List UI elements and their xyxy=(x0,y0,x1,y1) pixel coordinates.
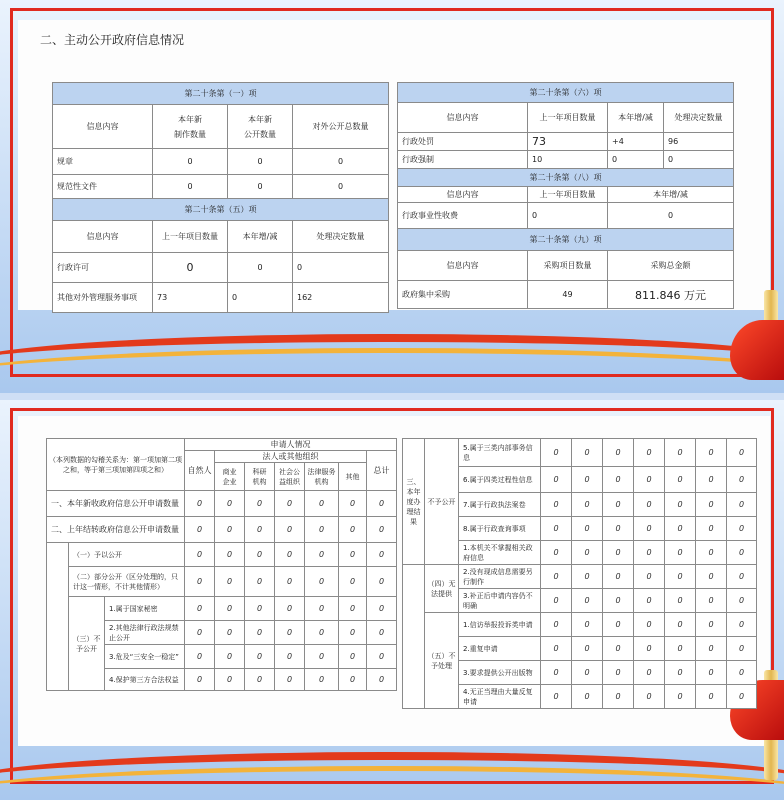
row-label: 1.本机关不掌握相关政府信息 xyxy=(459,541,541,565)
row-label: 行政处罚 xyxy=(398,133,528,151)
section1-title: 二、主动公开政府信息情况 xyxy=(40,33,185,47)
col-header: 对外公开总数量 xyxy=(293,105,389,149)
row-label: 3.要求提供公开出版物 xyxy=(459,661,541,685)
cell-value: 0 xyxy=(339,621,367,645)
table-head: 第二十条第（八）项 xyxy=(398,169,734,187)
decorative-wave xyxy=(0,740,784,800)
col-header: 上一年项目数量 xyxy=(528,103,608,133)
col-header: 处理决定数量 xyxy=(293,221,389,253)
cell-value: 0 xyxy=(367,621,397,645)
cell-value: 0 xyxy=(696,565,727,589)
cell-value: 0 xyxy=(634,685,665,709)
col-header: 本年增/减 xyxy=(228,221,293,253)
cell-value: 0 xyxy=(215,491,245,517)
cell-value: 0 xyxy=(727,685,757,709)
row-label: 行政许可 xyxy=(53,253,153,283)
cell-value: 0 xyxy=(603,517,634,541)
group-label: （五）不予处理 xyxy=(425,613,459,709)
cell-value: 0 xyxy=(634,661,665,685)
col-header: 信息内容 xyxy=(53,105,153,149)
cell-value: 0 xyxy=(727,439,757,467)
cell-value: 0 xyxy=(245,567,275,597)
cell-value: 0 xyxy=(603,439,634,467)
col-header: 科研 机构 xyxy=(245,463,275,491)
cell-value: 0 xyxy=(275,669,305,691)
cell-value: 96 xyxy=(664,133,734,151)
blank-cell xyxy=(47,543,69,691)
row-label: 1.属于国家秘密 xyxy=(105,597,185,621)
row-label: 政府集中采购 xyxy=(398,281,528,309)
cell-value: 0 xyxy=(665,439,696,467)
cell-value: 0 xyxy=(603,661,634,685)
cell-value: 0 xyxy=(696,613,727,637)
cell-value: 0 xyxy=(215,621,245,645)
col-natural: 自然人 xyxy=(185,451,215,491)
cell-value: 0 xyxy=(572,685,603,709)
cell-value: 0 xyxy=(665,517,696,541)
cell-value: 0 xyxy=(275,517,305,543)
col-header: 处理决定数量 xyxy=(664,103,734,133)
cell-value: 0 xyxy=(215,543,245,567)
col-header: 商业 企业 xyxy=(215,463,245,491)
row-label: 2.重复申请 xyxy=(459,637,541,661)
cell-value: 0 xyxy=(727,637,757,661)
cell-value: 0 xyxy=(215,567,245,597)
legal-group-header: 法人或其他组织 xyxy=(215,451,367,463)
cell-value: 0 xyxy=(228,149,293,175)
cell-value: 0 xyxy=(572,541,603,565)
group-label: 三、本年度办理结果 xyxy=(403,439,425,565)
cell-value: 0 xyxy=(696,685,727,709)
col-header: 本年新 公开数量 xyxy=(228,105,293,149)
col-header: 本年增/减 xyxy=(608,103,664,133)
row-label: 规范性文件 xyxy=(53,175,153,199)
cell-value: 0 xyxy=(696,661,727,685)
cell-value: 0 xyxy=(541,541,572,565)
cell-value: 0 xyxy=(665,467,696,493)
row-label: 二、上年结转政府信息公开申请数量 xyxy=(47,517,185,543)
cell-value: 0 xyxy=(275,567,305,597)
cell-value: 0 xyxy=(634,637,665,661)
cell-value: 0 xyxy=(572,613,603,637)
col-header: 信息内容 xyxy=(398,103,528,133)
col-header: 社会公 益组织 xyxy=(275,463,305,491)
cell-value: 0 xyxy=(727,517,757,541)
cell-value: 0 xyxy=(603,493,634,517)
col-header: 上一年项目数量 xyxy=(528,187,608,203)
cell-value: 0 xyxy=(572,493,603,517)
row-label: 规章 xyxy=(53,149,153,175)
cell-value: 0 xyxy=(185,645,215,669)
cell-value: 0 xyxy=(293,175,389,199)
cell-value: 0 xyxy=(696,541,727,565)
col-header: 采购项目数量 xyxy=(528,251,608,281)
cell-value: 0 xyxy=(305,567,339,597)
col-header: 信息内容 xyxy=(53,221,153,253)
decorative-wave xyxy=(0,320,784,390)
cell-value: 0 xyxy=(572,661,603,685)
cell-value: 0 xyxy=(339,491,367,517)
cell-value: 0 xyxy=(634,493,665,517)
cell-value: 0 xyxy=(603,467,634,493)
cell-value: 0 xyxy=(339,669,367,691)
cell-value: 0 xyxy=(245,517,275,543)
cell-value: 0 xyxy=(696,493,727,517)
cell-value: 0 xyxy=(339,517,367,543)
cell-value: 0 xyxy=(245,669,275,691)
cell-value: 0 xyxy=(245,621,275,645)
col-header: 本年增/减 xyxy=(608,187,734,203)
col-header: 信息内容 xyxy=(398,187,528,203)
cell-value: 0 xyxy=(228,175,293,199)
row-label: 6.属于四类过程性信息 xyxy=(459,467,541,493)
table-head: 第二十条第（一）项 xyxy=(53,83,389,105)
row-label: （一）予以公开 xyxy=(69,543,185,567)
cell-value: 0 xyxy=(275,621,305,645)
cell-value: 0 xyxy=(275,543,305,567)
cell-value: 10 xyxy=(528,151,608,169)
table-head: 第二十条第（六）项 xyxy=(398,83,734,103)
cell-value: 0 xyxy=(541,493,572,517)
cell-value: 0 xyxy=(727,613,757,637)
cell-value: 0 xyxy=(245,597,275,621)
group-label: 不予公开 xyxy=(425,439,459,565)
cell-value: 0 xyxy=(603,565,634,589)
cell-value: 0 xyxy=(153,175,228,199)
cell-value: 0 xyxy=(367,491,397,517)
cell-value: 0 xyxy=(528,203,608,229)
cell-value: 0 xyxy=(293,149,389,175)
group-label: （四）无法提供 xyxy=(425,565,459,613)
cell-value: 0 xyxy=(305,645,339,669)
cell-value: 0 xyxy=(634,517,665,541)
cell-value: 0 xyxy=(153,253,228,283)
row-label: 4.无正当理由大量反复申请 xyxy=(459,685,541,709)
row-label: 3.补正后申请内容仍不明确 xyxy=(459,589,541,613)
cell-value: 0 xyxy=(293,253,389,283)
cell-value: 0 xyxy=(572,589,603,613)
col-header: 上一年项目数量 xyxy=(153,221,228,253)
cell-value: 0 xyxy=(727,493,757,517)
cell-value: 0 xyxy=(305,491,339,517)
table-head: 第二十条第（五）项 xyxy=(53,199,389,221)
cell-value: 0 xyxy=(185,491,215,517)
cell-value: 0 xyxy=(608,151,664,169)
cell-value: 0 xyxy=(541,589,572,613)
col-header: 法律服务 机构 xyxy=(305,463,339,491)
cell-value: 0 xyxy=(215,517,245,543)
table-requests-left xyxy=(46,438,397,691)
cell-value: 0 xyxy=(665,637,696,661)
cell-value: 0 xyxy=(634,439,665,467)
col-total: 总计 xyxy=(367,451,397,491)
cell-value: 0 xyxy=(572,637,603,661)
blank-cell xyxy=(403,565,425,709)
cell-value: 0 xyxy=(696,439,727,467)
cell-value: 0 xyxy=(541,613,572,637)
cell-value: 0 xyxy=(665,493,696,517)
cell-value: 0 xyxy=(727,661,757,685)
row-label: 2.没有现成信息需要另行制作 xyxy=(459,565,541,589)
cell-value: 0 xyxy=(185,597,215,621)
cell-value: 0 xyxy=(367,567,397,597)
cell-value: 0 xyxy=(339,567,367,597)
cell-value: 0 xyxy=(305,669,339,691)
cell-value: 0 xyxy=(608,203,734,229)
col-header: 采购总金额 xyxy=(608,251,734,281)
cell-value: 0 xyxy=(367,645,397,669)
col-header: 其他 xyxy=(339,463,367,491)
cell-value: 0 xyxy=(228,253,293,283)
row-label: （二）部分公开（区分处理的，只计这一情形，不计其他情形） xyxy=(69,567,185,597)
cell-value: 0 xyxy=(727,565,757,589)
cell-value: 0 xyxy=(727,467,757,493)
cell-value: 0 xyxy=(185,567,215,597)
cell-value: 0 xyxy=(603,685,634,709)
row-label: 8.属于行政查询事项 xyxy=(459,517,541,541)
cell-value: 0 xyxy=(665,661,696,685)
cell-value: 0 xyxy=(665,565,696,589)
row-label: 行政事业性收费 xyxy=(398,203,528,229)
cell-value: 811.846 万元 xyxy=(608,281,734,309)
cell-value: 0 xyxy=(367,517,397,543)
cell-value: 0 xyxy=(305,517,339,543)
cell-value: 0 xyxy=(245,543,275,567)
cell-value: 0 xyxy=(245,491,275,517)
panel-requests xyxy=(0,400,784,800)
cell-value: 0 xyxy=(727,589,757,613)
cell-value: 0 xyxy=(228,283,293,313)
cell-value: 0 xyxy=(696,589,727,613)
cell-value: 162 xyxy=(293,283,389,313)
row-label: 其他对外管理服务事项 xyxy=(53,283,153,313)
cell-value: 0 xyxy=(305,621,339,645)
cell-value: 0 xyxy=(634,589,665,613)
cell-value: +4 xyxy=(608,133,664,151)
cell-value: 0 xyxy=(185,621,215,645)
cell-value: 0 xyxy=(572,467,603,493)
cell-value: 0 xyxy=(541,517,572,541)
cell-value: 0 xyxy=(245,645,275,669)
cell-value: 0 xyxy=(275,597,305,621)
cell-value: 73 xyxy=(528,133,608,151)
cell-value: 0 xyxy=(664,151,734,169)
cell-value: 0 xyxy=(603,637,634,661)
col-header: 本年新 制作数量 xyxy=(153,105,228,149)
table-head: 第二十条第（九）项 xyxy=(398,229,734,251)
cell-value: 0 xyxy=(541,661,572,685)
cell-value: 0 xyxy=(185,669,215,691)
cell-value: 0 xyxy=(367,669,397,691)
row-label: 4.保护第三方合法权益 xyxy=(105,669,185,691)
cell-value: 0 xyxy=(339,543,367,567)
cell-value: 0 xyxy=(305,597,339,621)
cell-value: 0 xyxy=(696,637,727,661)
col-header: 信息内容 xyxy=(398,251,528,281)
table-requests-right xyxy=(402,438,757,709)
cell-value: 0 xyxy=(541,637,572,661)
cell-value: 0 xyxy=(665,589,696,613)
cell-value: 0 xyxy=(634,565,665,589)
cell-value: 0 xyxy=(541,685,572,709)
cell-value: 0 xyxy=(541,439,572,467)
cell-value: 0 xyxy=(305,543,339,567)
row-label: 7.属于行政执法案卷 xyxy=(459,493,541,517)
cell-value: 0 xyxy=(275,491,305,517)
cell-value: 0 xyxy=(634,467,665,493)
row-label: 行政强制 xyxy=(398,151,528,169)
cell-value: 0 xyxy=(367,597,397,621)
cell-value: 0 xyxy=(572,517,603,541)
cell-value: 73 xyxy=(153,283,228,313)
applicant-header: 申请人情况 xyxy=(185,439,397,451)
cell-value: 0 xyxy=(185,543,215,567)
cell-value: 0 xyxy=(665,541,696,565)
cell-value: 0 xyxy=(541,565,572,589)
cell-value: 0 xyxy=(727,541,757,565)
panel-active-disclosure xyxy=(0,0,784,393)
cell-value: 0 xyxy=(367,543,397,567)
table-article20-8 xyxy=(397,168,734,309)
cell-value: 0 xyxy=(603,541,634,565)
row-label: 2.其他法律行政法规禁止公开 xyxy=(105,621,185,645)
cell-value: 0 xyxy=(215,669,245,691)
cell-value: 0 xyxy=(634,613,665,637)
cell-value: 49 xyxy=(528,281,608,309)
corner-note: （本列数据的勾稽关系为：第一项加第二项之和，等于第三项加第四项之和） xyxy=(47,439,185,491)
table-article20-6 xyxy=(397,82,734,169)
cell-value: 0 xyxy=(153,149,228,175)
cell-value: 0 xyxy=(603,613,634,637)
cell-value: 0 xyxy=(339,597,367,621)
cell-value: 0 xyxy=(185,517,215,543)
cell-value: 0 xyxy=(634,541,665,565)
cell-value: 0 xyxy=(665,613,696,637)
cell-value: 0 xyxy=(572,439,603,467)
cell-value: 0 xyxy=(696,517,727,541)
cell-value: 0 xyxy=(275,645,305,669)
cell-value: 0 xyxy=(541,467,572,493)
cell-value: 0 xyxy=(215,645,245,669)
cell-value: 0 xyxy=(696,467,727,493)
cell-value: 0 xyxy=(339,645,367,669)
cell-value: 0 xyxy=(665,685,696,709)
cell-value: 0 xyxy=(603,589,634,613)
cell-value: 0 xyxy=(572,565,603,589)
table-article20-1 xyxy=(52,82,389,313)
row-label: 5.属于三类内部事务信息 xyxy=(459,439,541,467)
group-label: （三）不予公开 xyxy=(69,597,105,691)
row-label: 一、本年新收政府信息公开申请数量 xyxy=(47,491,185,517)
cell-value: 0 xyxy=(215,597,245,621)
row-label: 1.信访举报投诉类申请 xyxy=(459,613,541,637)
row-label: 3.危及“三安全一稳定” xyxy=(105,645,185,669)
